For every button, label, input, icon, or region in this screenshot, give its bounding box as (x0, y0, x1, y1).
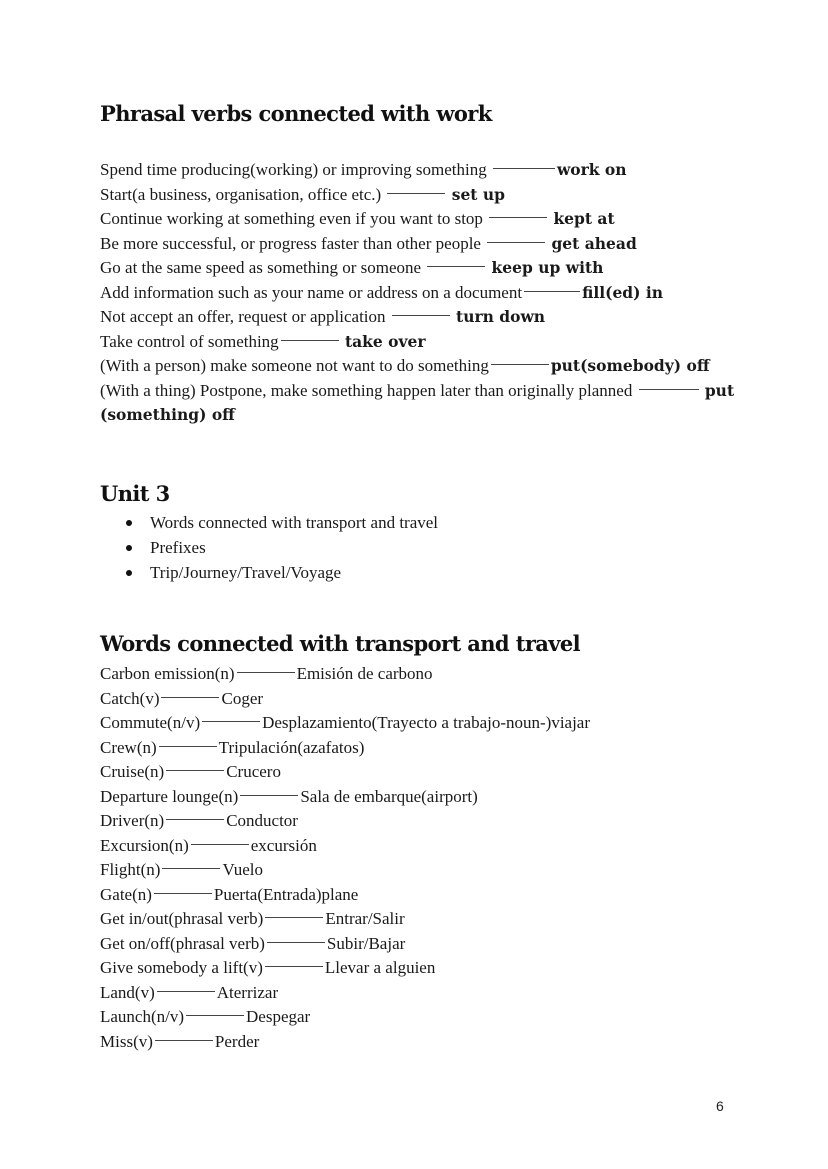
answer-blank (157, 991, 215, 992)
vocab-translation: Puerta(Entrada)plane (213, 884, 359, 904)
vocab-translation: Entrar/Salir (325, 909, 405, 928)
vocab-translation: Emisión de carbono (296, 664, 433, 683)
answer-blank (265, 917, 323, 918)
vocab-translation: Despegar (246, 1007, 311, 1026)
answer-blank (186, 1015, 244, 1016)
bullet-icon (126, 545, 132, 551)
vocab-translation: Perder (214, 1031, 260, 1051)
answer: get ahead (551, 233, 637, 253)
vocab-translation: Crucero (226, 762, 281, 781)
answer: fill(ed) in (582, 282, 664, 302)
answer: put(somebody) off (550, 356, 710, 375)
definition: Continue working at something even if you want to stop (100, 209, 483, 228)
definition: Go at the same speed as something or someone (100, 258, 422, 277)
vocab-translation: Subir/Bajar (326, 933, 406, 953)
vocab-translation: Llevar a alguien (324, 958, 436, 977)
phrasal-verb-item (100, 305, 760, 330)
vocab-item (100, 662, 590, 687)
vocab-term: Land(v) (100, 982, 155, 1002)
answer-blank (166, 770, 224, 771)
phrasal-verb-item (100, 281, 760, 306)
vocab-item (100, 687, 590, 712)
section-title-transport-travel: Words connected with transport and travel (100, 631, 581, 656)
answer: kept at (553, 209, 615, 228)
vocab-term: Departure lounge(n) (100, 786, 239, 806)
vocab-translation: Sala de embarque(airport) (300, 786, 478, 806)
vocab-translation: Aterrizar (216, 982, 279, 1002)
answer-blank (387, 193, 445, 194)
answer-blank (240, 795, 298, 796)
vocab-term: Gate(n) (100, 884, 152, 904)
answer-blank (154, 893, 212, 894)
answer-blank (427, 266, 485, 267)
vocab-term: Commute(n/v) (100, 713, 201, 732)
answer-blank (267, 942, 325, 943)
answer-blank (161, 697, 219, 698)
answer-blank (489, 217, 547, 218)
definition: Take control of something (100, 331, 279, 351)
phrasal-verb-item (100, 256, 760, 281)
vocab-item (100, 883, 590, 908)
phrasal-verb-item (100, 183, 760, 208)
vocab-item (100, 932, 590, 957)
answer: set up (451, 184, 505, 204)
answer-blank (155, 1040, 213, 1041)
answer-blank (159, 746, 217, 747)
vocab-item (100, 1030, 590, 1055)
vocab-term: Get in/out(phrasal verb) (100, 909, 264, 928)
answer-blank (237, 672, 295, 673)
definition: (With a person) make someone not want to do something (100, 356, 489, 375)
vocab-term: Excursion(n) (100, 835, 189, 855)
definition: Start(a business, organisation, office etc.) (100, 184, 382, 204)
definition: Spend time producing(working) or improving something (100, 160, 487, 179)
answer-blank (191, 844, 249, 845)
vocab-term: Give somebody a lift(v) (100, 958, 263, 977)
vocab-term: Get on/off(phrasal verb) (100, 933, 265, 953)
phrasal-verb-item (100, 158, 760, 183)
vocab-item (100, 809, 590, 834)
vocab-item (100, 834, 590, 859)
vocab-translation: Coger (221, 688, 264, 708)
answer-blank (166, 819, 224, 820)
definition: Add information such as your name or address on a document (100, 282, 523, 302)
vocab-translation: Desplazamiento(Trayecto a trabajo-noun-)viajar (262, 713, 591, 732)
vocabulary-list (100, 662, 590, 1054)
vocab-translation: Vuelo (222, 860, 263, 879)
bullet-icon (126, 570, 132, 576)
answer-blank (493, 168, 555, 169)
vocab-translation: excursión (250, 835, 317, 855)
answer-blank (281, 340, 339, 341)
vocab-term: Cruise(n) (100, 762, 165, 781)
vocab-term: Catch(v) (100, 688, 160, 708)
phrasal-verb-item (100, 207, 760, 232)
list-item (122, 560, 438, 585)
answer: take over (344, 331, 426, 351)
definition: Not accept an offer, request or application (100, 307, 386, 326)
vocab-term: Flight(n) (100, 860, 161, 879)
vocab-item (100, 760, 590, 785)
phrasal-verb-item (100, 330, 760, 355)
vocab-item (100, 858, 590, 883)
list-item-label: Prefixes (150, 538, 206, 557)
vocab-term: Miss(v) (100, 1031, 153, 1051)
phrasal-verb-item (100, 232, 760, 257)
vocab-item (100, 736, 590, 761)
vocab-translation: Conductor (226, 811, 298, 830)
answer-blank (392, 315, 450, 316)
vocab-translation: Tripulación(azafatos) (218, 737, 365, 757)
answer: turn down (456, 307, 546, 326)
section-title-phrasal-verbs: Phrasal verbs connected with work (100, 101, 492, 126)
vocab-item (100, 907, 590, 932)
definition: Be more successful, or progress faster than other people (100, 233, 481, 253)
vocab-term: Crew(n) (100, 737, 157, 757)
bullet-icon (126, 520, 132, 526)
answer-blank (265, 966, 323, 967)
list-item-label: Trip/Journey/Travel/Voyage (150, 563, 342, 582)
answer-blank (639, 389, 699, 390)
vocab-term: Launch(n/v) (100, 1007, 185, 1026)
vocab-term: Driver(n) (100, 811, 165, 830)
list-item-label: Words connected with transport and travel (150, 513, 439, 532)
unit-title: Unit 3 (100, 481, 170, 506)
phrasal-verb-item (100, 379, 740, 428)
answer: put (something) off (100, 380, 735, 424)
answer-blank (202, 721, 260, 722)
vocab-item (100, 981, 590, 1006)
answer: keep up with (491, 258, 604, 277)
answer-blank (491, 364, 549, 365)
unit-topics-list (122, 510, 438, 585)
vocab-item (100, 785, 590, 810)
phrasal-verbs-list (100, 158, 760, 428)
vocab-item (100, 956, 590, 981)
answer-blank (162, 868, 220, 869)
list-item (122, 535, 438, 560)
answer-blank (524, 291, 580, 292)
vocab-item (100, 711, 590, 736)
answer: work on (556, 160, 627, 179)
phrasal-verb-item (100, 354, 740, 379)
vocab-term: Carbon emission(n) (100, 664, 235, 683)
page-number: 6 (716, 1098, 724, 1114)
answer-blank (487, 242, 545, 243)
definition: (With a thing) Postpone, make something happen later than originally planned (100, 380, 633, 400)
vocab-item (100, 1005, 590, 1030)
list-item (122, 510, 438, 535)
